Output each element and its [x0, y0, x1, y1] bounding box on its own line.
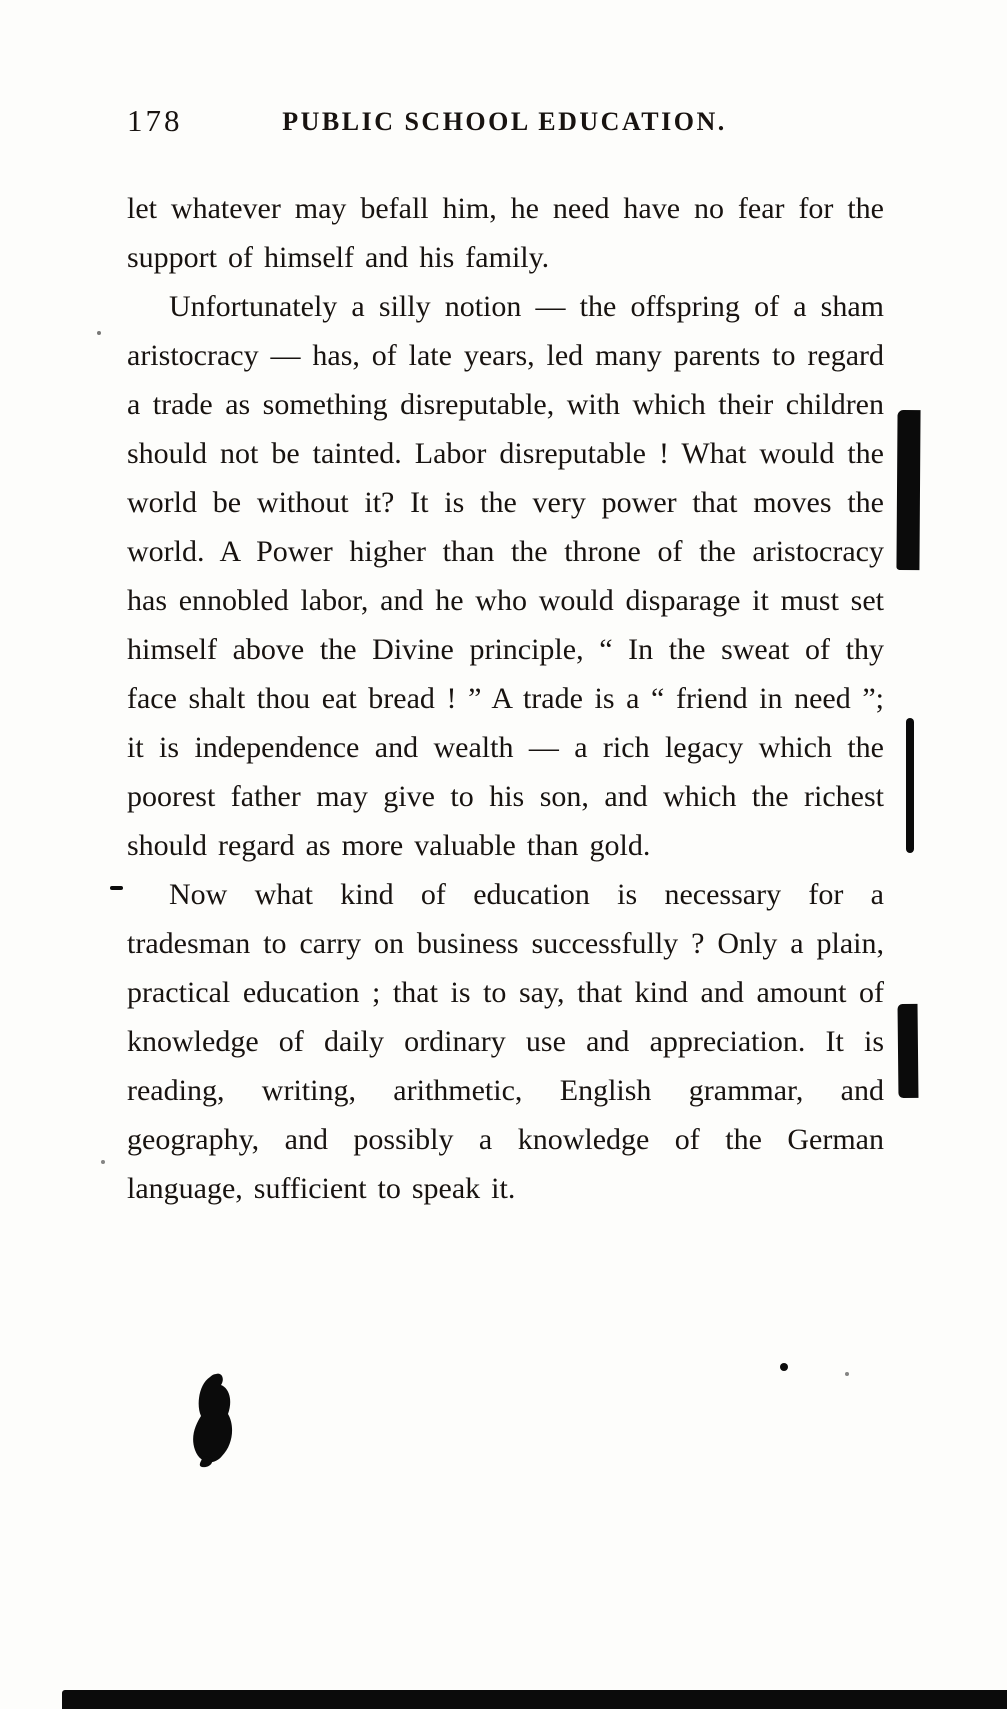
- page-header: [127, 103, 882, 139]
- page-body: [127, 184, 884, 1213]
- scan-artifact-right-bar: [906, 718, 914, 853]
- page-number: 178: [127, 103, 183, 138]
- paragraph: let whatever may befall him, he need have no fear for the support of himself and his family.: [127, 192, 884, 274]
- paragraph: Now what kind of education is necessary for a tradesman to carry on business successfully ? Only a plain, practical education ; that is to say, that kind and amount of knowledge of daily ordinary use and appreciation. It is reading, writing, arithmetic, English grammar, and geography, and possibly a knowledge of the German language, sufficient to speak it.: [127, 878, 884, 1205]
- scan-artifact-stray-dash: [110, 886, 123, 890]
- paragraph: Unfortunately a silly notion — the offspring of a sham aristocracy — has, of late years, led many parents to regard a trade as something disreputable, with which their children should not be tainted. Labor disreputable ! What would the world be without it? It is the very power that moves the world. A Power higher than the throne of the aristocracy has ennobled labor, and he who would disparage it must set himself above the Divine principle, “ In the sweat of thy face shalt thou eat bread ! ” A trade is a “ friend in need ”; it is independence and wealth — a rich legacy which the poorest father may give to his son, and which the richest should regard as more valuable than gold.: [127, 290, 884, 862]
- running-title: PUBLIC SCHOOL EDUCATION.: [282, 107, 727, 136]
- scan-artifact-speck: [97, 331, 101, 335]
- scan-artifact-speck: [780, 1363, 788, 1371]
- scan-artifact-speck: [845, 1372, 849, 1376]
- scan-artifact-right-bar: [896, 410, 920, 570]
- scan-artifact-ink-blob: [190, 1372, 242, 1468]
- scan-artifact-right-bar: [898, 1004, 919, 1098]
- scan-artifact-bottom-bar: [62, 1690, 1007, 1709]
- scan-artifact-speck: [101, 1160, 105, 1164]
